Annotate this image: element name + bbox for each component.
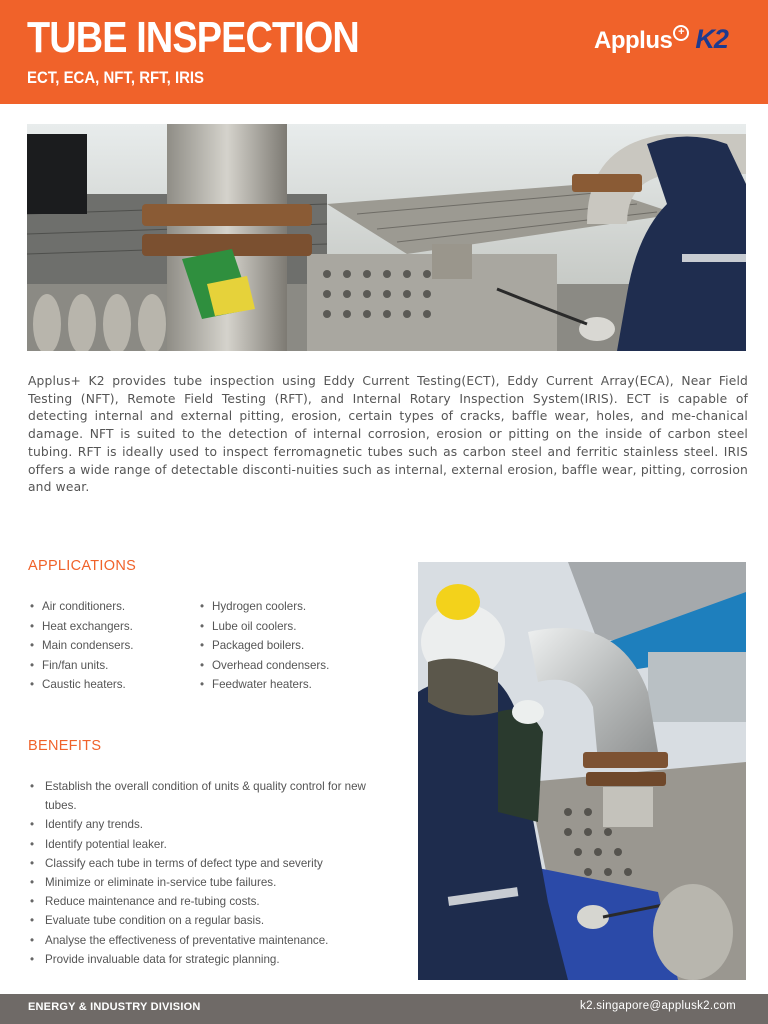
intro-paragraph: Applus+ K2 provides tube inspection using Eddy Current Testing(ECT), Eddy Current Array(ECA), Near Field Testing (NFT), Remote Field Testing (RFT), and Internal Rotary Inspection System(IRIS). ECT is capable of detecting internal and external pitting, erosion, certain types of cracks, baffle wear, holes, and me-chanical damage. NFT is suited to the detection of internal corrosion, erosion or pitting on the inside of carbon steel tubing. RFT is ideally used to inspect ferromagnetic tubes such as carbon steel and ferritic stainless steel. IRIS offers a wide range of detectable disconti-nuities such as internal, external erosion, baffle wear, pitting, corrosion and wear. bbox=[28, 374, 748, 495]
list-item: • Establish the overall condition of units & quality control for new tubes. bbox=[30, 777, 390, 815]
list-item: • Feedwater heaters. bbox=[200, 675, 329, 695]
list-item: • Packaged boilers. bbox=[200, 636, 329, 656]
list-item: • Caustic heaters. bbox=[30, 675, 134, 695]
benefits-heading: BENEFITS bbox=[28, 738, 102, 754]
list-item: • Evaluate tube condition on a regular basis. bbox=[30, 911, 390, 930]
list-item: • Analyse the effectiveness of preventative maintenance. bbox=[30, 931, 390, 950]
page-title: TUBE INSPECTION bbox=[27, 13, 359, 62]
list-item: • Heat exchangers. bbox=[30, 617, 134, 637]
list-item: • Provide invaluable data for strategic planning. bbox=[30, 950, 390, 969]
applications-list-col1 bbox=[30, 597, 134, 695]
list-item: • Hydrogen coolers. bbox=[200, 597, 329, 617]
list-item: • Identify potential leaker. bbox=[30, 835, 390, 854]
heat-exchanger-photo bbox=[27, 124, 746, 351]
applications-heading: APPLICATIONS bbox=[28, 558, 137, 574]
list-item: • Fin/fan units. bbox=[30, 656, 134, 676]
applus-k2-logo bbox=[594, 24, 728, 56]
logo-applus-text: Applus bbox=[594, 27, 673, 54]
footer-email-link[interactable]: k2.singapore@applusk2.com bbox=[580, 1000, 736, 1012]
list-item: • Air conditioners. bbox=[30, 597, 134, 617]
list-item: • Classify each tube in terms of defect type and severity bbox=[30, 854, 390, 873]
benefits-list bbox=[30, 777, 390, 969]
logo-plus-icon: + bbox=[673, 25, 689, 41]
list-item: • Lube oil coolers. bbox=[200, 617, 329, 637]
list-item: • Minimize or eliminate in-service tube failures. bbox=[30, 873, 390, 892]
applications-list-col2 bbox=[200, 597, 329, 695]
list-item: • Reduce maintenance and re-tubing costs. bbox=[30, 892, 390, 911]
inspection-workers-photo bbox=[418, 562, 746, 980]
list-item: • Overhead condensers. bbox=[200, 656, 329, 676]
footer-division: ENERGY & INDUSTRY DIVISION bbox=[28, 1001, 201, 1013]
logo-k2-text: K2 bbox=[695, 24, 728, 54]
header-banner bbox=[0, 0, 768, 104]
list-item: • Main condensers. bbox=[30, 636, 134, 656]
footer-bar bbox=[0, 994, 768, 1024]
list-item: • Identify any trends. bbox=[30, 815, 390, 834]
page-subtitle: ECT, ECA, NFT, RFT, IRIS bbox=[27, 68, 205, 87]
